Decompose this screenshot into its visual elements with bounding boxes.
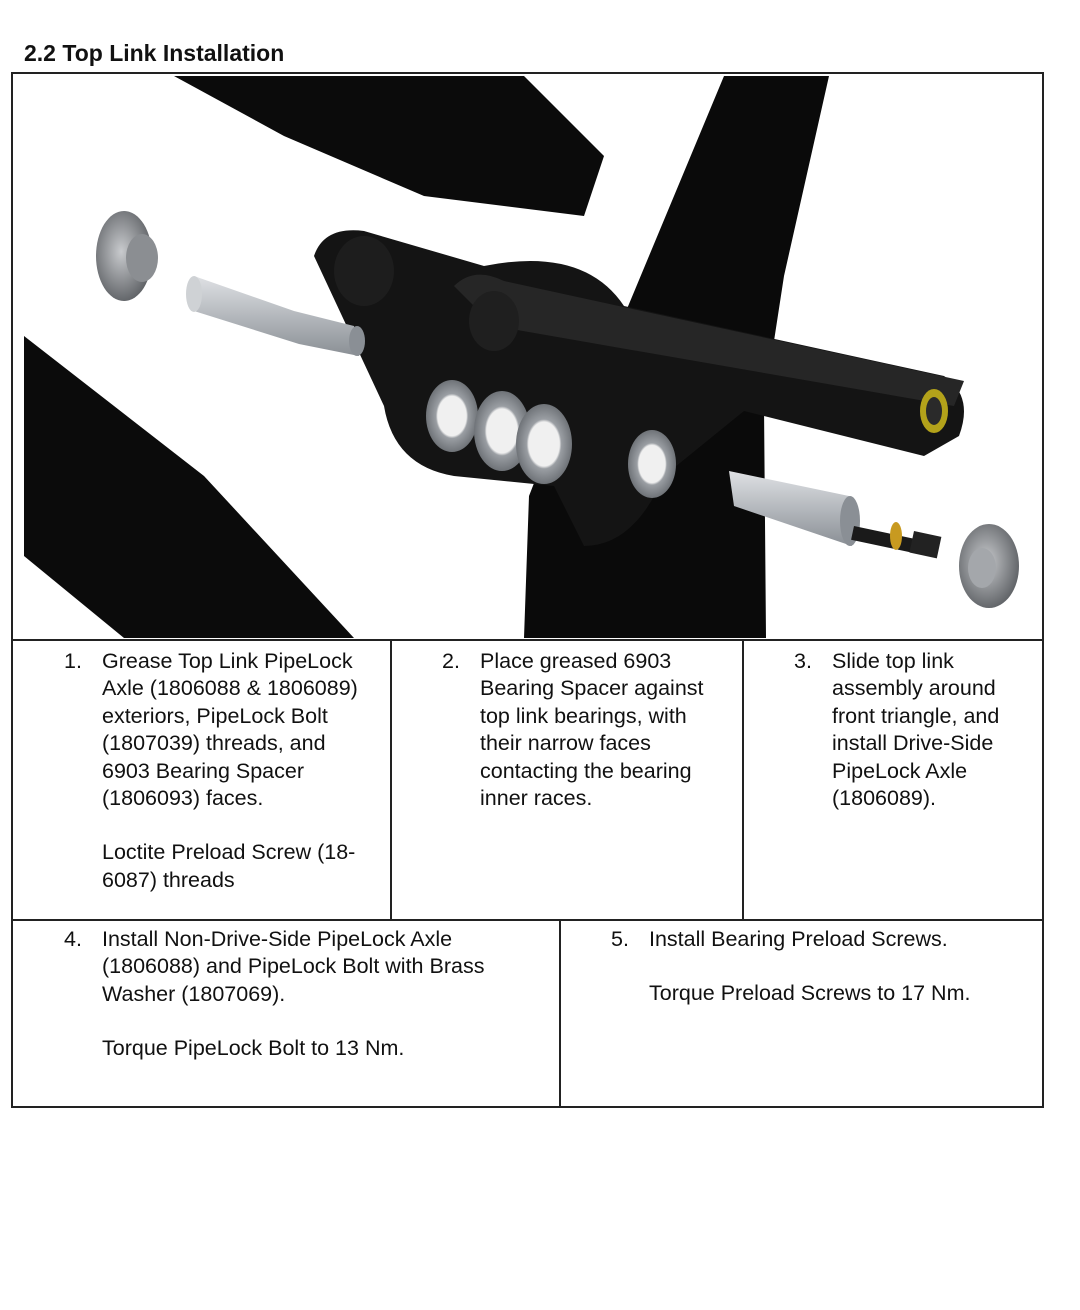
step-number: 2. xyxy=(442,649,460,673)
section-title: 2.2 Top Link Installation xyxy=(24,40,285,66)
step-cell-1 xyxy=(13,641,390,919)
step-text: Install Bearing Preload Screws. xyxy=(649,927,948,951)
step-number: 1. xyxy=(64,649,82,673)
step-text: Grease Top Link PipeLock Axle (1806088 & 1806089) exteriors, PipeLock Bolt (1807039) threads, and 6903 Bearing Spacer (1806093) faces. xyxy=(102,649,358,811)
top-link xyxy=(314,230,964,546)
step-1 xyxy=(64,648,390,894)
preload-screw-right xyxy=(959,524,1019,608)
step-5 xyxy=(611,926,1042,1008)
step-number: 4. xyxy=(64,927,82,951)
step-4 xyxy=(64,926,559,1063)
step-3 xyxy=(794,648,1042,812)
step-number: 5. xyxy=(611,927,629,951)
step-cell-2 xyxy=(390,641,742,919)
instruction-table xyxy=(11,72,1044,1108)
pipelock-bolt xyxy=(851,522,941,558)
preload-screw-left xyxy=(96,211,158,301)
step-text: Loctite Preload Screw (18-6087) threads xyxy=(102,840,356,892)
step-text: Place greased 6903 Bearing Spacer against top link bearings, with their narrow faces contacting the bearing inner races. xyxy=(480,649,704,811)
step-text: Torque PipeLock Bolt to 13 Nm. xyxy=(102,1036,405,1061)
step-cell-3 xyxy=(742,641,1042,919)
step-cell-5 xyxy=(559,921,1042,1106)
step-text: Torque Preload Screws to 17 Nm. xyxy=(649,981,971,1006)
steps-row-1 xyxy=(13,639,1042,919)
step-number: 3. xyxy=(794,649,812,673)
step-cell-4 xyxy=(13,921,559,1106)
step-2 xyxy=(442,648,742,812)
steps-row-2 xyxy=(13,919,1042,1106)
step-text: Slide top link assembly around front triangle, and install Drive-Side PipeLock Axle (1806089). xyxy=(832,649,1000,811)
step-text: Install Non-Drive-Side PipeLock Axle (1806088) and PipeLock Bolt with Brass Washer (1807069). xyxy=(102,927,485,1006)
exploded-assembly-figure xyxy=(24,76,1029,638)
